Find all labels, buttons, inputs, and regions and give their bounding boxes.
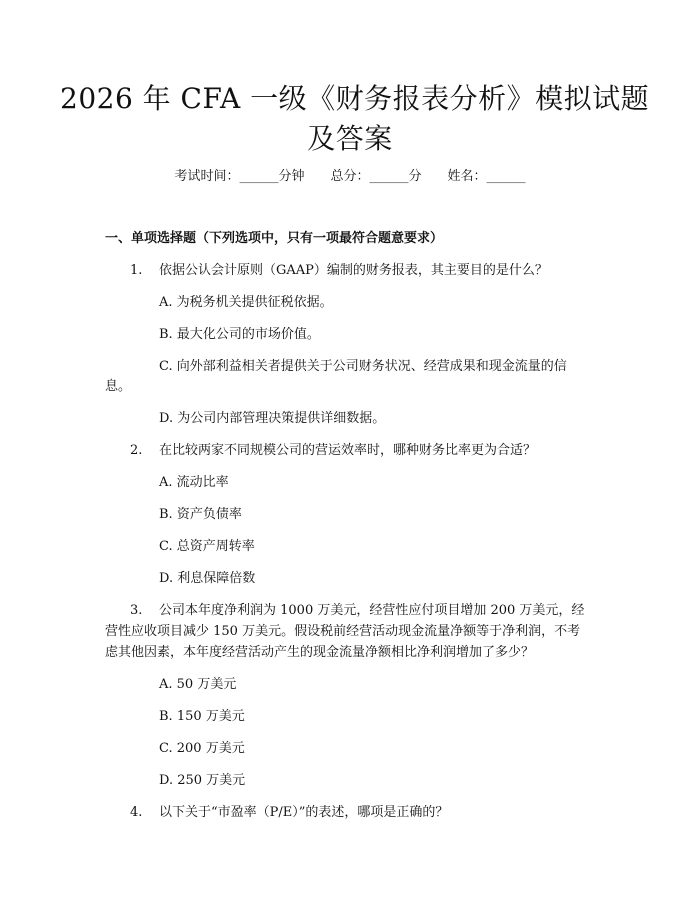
name-field: 姓名：______: [447, 169, 526, 184]
question-2-stem: 在比较两家不同规模公司的营运效率时，哪种财务比率更为合适？: [159, 443, 537, 458]
question-2-option-d: D. 利息保障倍数: [159, 571, 256, 586]
question-1-number: 1.: [130, 263, 143, 278]
question-3-option-c: C. 200 万美元: [159, 741, 245, 756]
document-title-line-2: 及答案: [307, 122, 393, 155]
section-heading-single-choice: 一、单项选择题（下列选项中，只有一项最符合题意要求）: [105, 231, 444, 246]
question-1-option-d: D. 为公司内部管理决策提供详细数据。: [159, 411, 386, 426]
question-2-option-b: B. 资产负债率: [159, 507, 242, 522]
question-2-number: 2.: [130, 443, 143, 458]
question-3-option-b: B. 150 万美元: [159, 709, 245, 724]
question-1-stem: 依据公认会计原则（GAAP）编制的财务报表，其主要目的是什么？: [159, 263, 548, 278]
question-4-number: 4.: [130, 805, 143, 820]
question-3-stem-line-3: 虑其他因素，本年度经营活动产生的现金流量净额相比净利润增加了多少？: [105, 645, 535, 660]
question-1-option-c-continuation: 息。: [105, 379, 132, 394]
question-3-number: 3.: [130, 603, 143, 618]
exam-time-field: 考试时间：______分钟: [174, 169, 305, 184]
question-1-option-b: B. 最大化公司的市场价值。: [159, 327, 320, 342]
document-title-line-1: 2026 年 CFA 一级《财务报表分析》模拟试题: [60, 82, 650, 115]
question-3-stem-line-2: 营性应收项目减少 150 万美元。假设税前经营活动现金流量净额等于净利润，不考: [105, 624, 581, 639]
question-3-stem-line-1: 公司本年度净利润为 1000 万美元，经营性应付项目增加 200 万美元，经: [159, 603, 585, 618]
question-1-option-c: C. 向外部利益相关者提供关于公司财务状况、经营成果和现金流量的信: [159, 359, 567, 374]
question-3-option-a: A. 50 万美元: [159, 677, 237, 692]
question-4-stem: 以下关于“市盈率（P/E）”的表述，哪项是正确的？: [159, 805, 449, 820]
total-score-field: 总分：______分: [330, 169, 422, 184]
question-2-option-c: C. 总资产周转率: [159, 539, 255, 554]
question-3-option-d: D. 250 万美元: [159, 773, 246, 788]
exam-meta-line: [0, 167, 700, 187]
question-2-option-a: A. 流动比率: [159, 475, 229, 490]
question-1-option-a: A. 为税务机关提供征税依据。: [159, 295, 333, 310]
